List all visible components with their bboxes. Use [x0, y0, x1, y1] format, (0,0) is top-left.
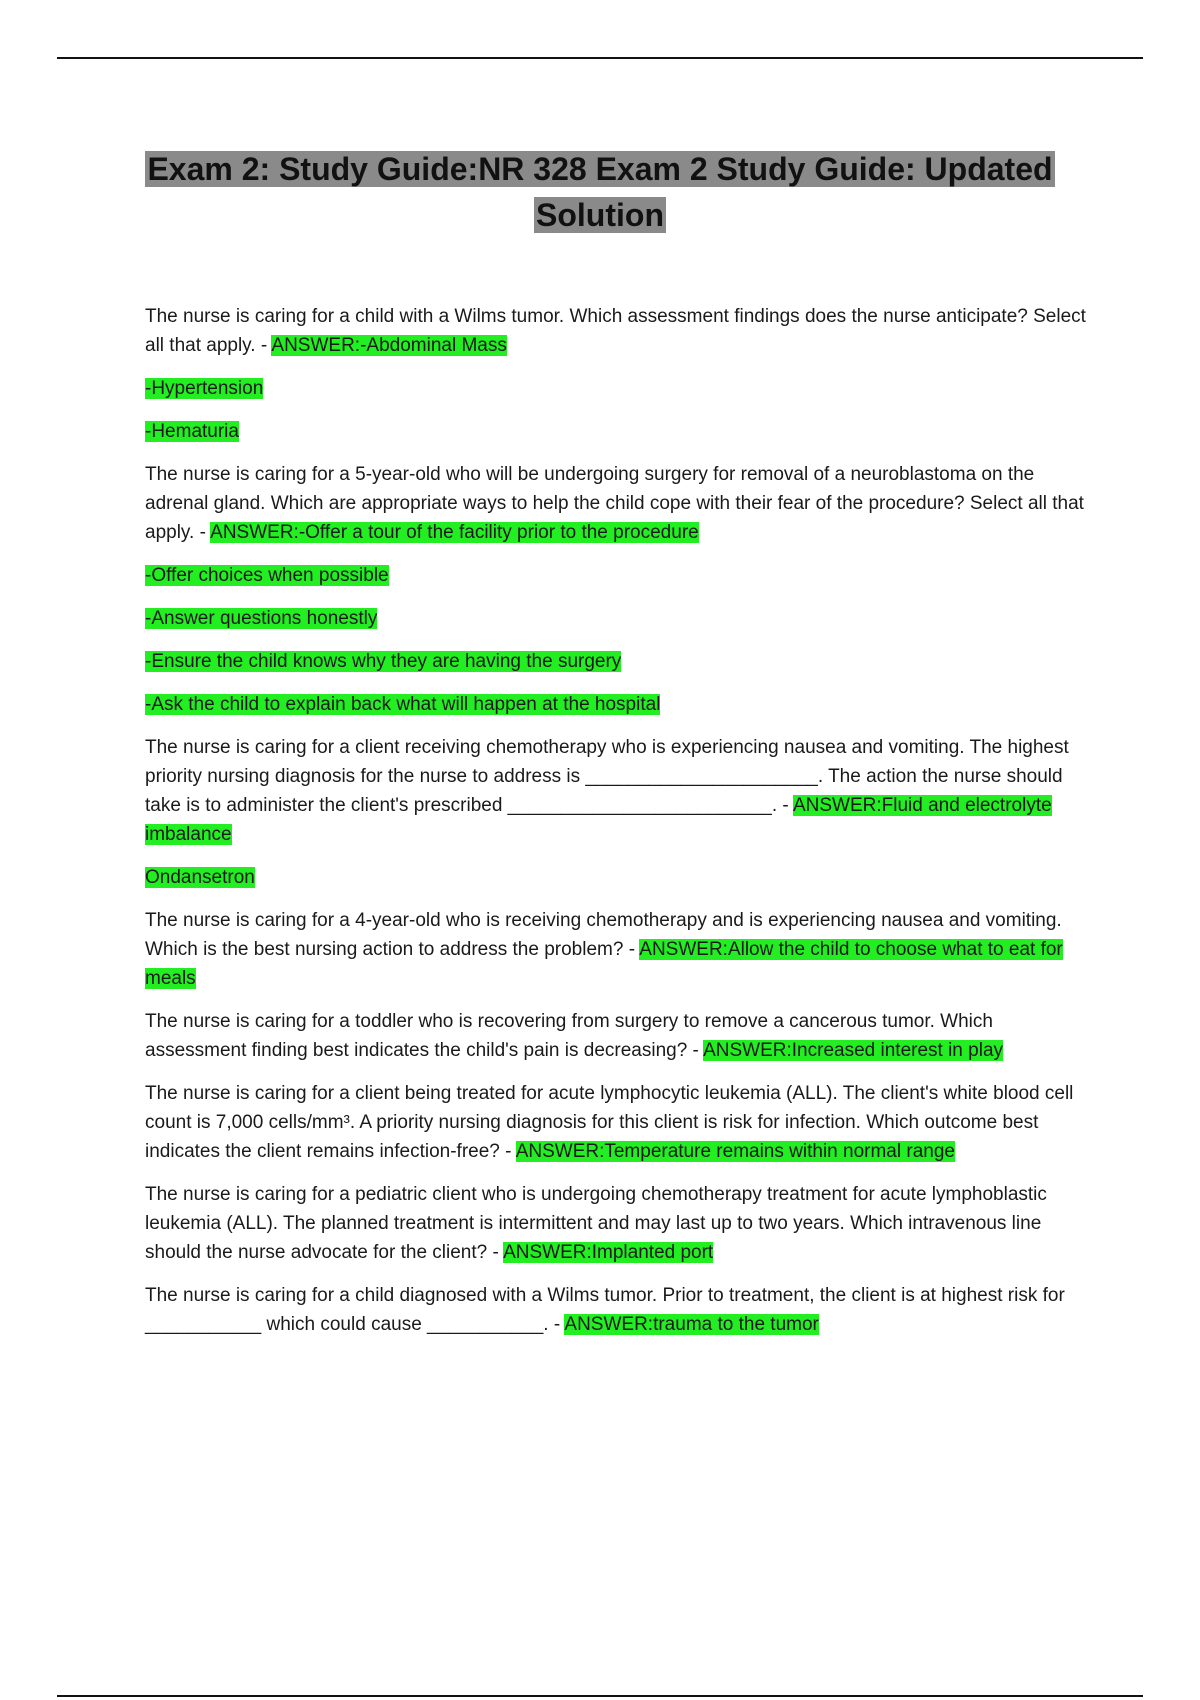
- answer-option: -Answer questions honestly: [145, 608, 378, 629]
- qa-item: [145, 460, 1090, 719]
- title-line-2: Solution: [536, 197, 664, 233]
- answer-highlight: ANSWER:Allow the child to choose what to eat for meals: [145, 939, 1063, 989]
- question-text: The nurse is caring for a toddler who is recovering from surgery to remove a cancerous tumor. Which assessment finding best indicates the child's pain is decreasing? - ANSWER:Increased interest in play: [145, 1011, 1004, 1061]
- answer-highlight: ANSWER:-Abdominal Mass: [271, 335, 507, 356]
- answer-option: -Hypertension: [145, 378, 264, 399]
- answer-option: -Ensure the child knows why they are having the surgery: [145, 651, 622, 672]
- question-text: The nurse is caring for a pediatric client who is undergoing chemotherapy treatment for acute lymphoblastic leukemia (ALL). The planned treatment is intermittent and may last up to two years. Which intravenous line should the nurse advocate for the client? - ANSWER:Implanted port: [145, 1184, 1047, 1263]
- question-text: The nurse is caring for a client being treated for acute lymphocytic leukemia (ALL). The client's white blood cell count is 7,000 cells/mm³. A priority nursing diagnosis for this client is risk for infection. Which outcome best indicates the client remains infection-free? - ANSWER:Temperature remains within normal range: [145, 1083, 1074, 1162]
- qa-item: [145, 1180, 1090, 1267]
- footer-rule: [57, 1695, 1143, 1697]
- question-text: The nurse is caring for a 4-year-old who is receiving chemotherapy and is experiencing nausea and vomiting. Which is the best nursing action to address the problem? - ANSWER:Allow the child to choose what to eat for meals: [145, 910, 1063, 989]
- question-text: The nurse is caring for a client receiving chemotherapy who is experiencing nausea and vomiting. The highest priority nursing diagnosis for the nurse to address is ______________________. The action the nurse should take is to administer the client's prescribed _________________________. - ANSWER:Fluid and electrolyte imbalance: [145, 737, 1069, 845]
- qa-item: [145, 1079, 1090, 1166]
- answer-option: -Ask the child to explain back what will happen at the hospital: [145, 694, 661, 715]
- qa-item: [145, 906, 1090, 993]
- question-text: The nurse is caring for a child with a Wilms tumor. Which assessment findings does the nurse anticipate? Select all that apply. - ANSWER:-Abdominal Mass: [145, 306, 1086, 356]
- answer-option: -Offer choices when possible: [145, 565, 389, 586]
- answer-highlight: ANSWER:Fluid and electrolyte imbalance: [145, 795, 1052, 845]
- header-rule: [57, 57, 1143, 59]
- qa-item: [145, 1281, 1090, 1339]
- answer-option: Ondansetron: [145, 867, 255, 888]
- qa-item: [145, 302, 1090, 446]
- answer-highlight: ANSWER:trauma to the tumor: [564, 1314, 819, 1335]
- study-guide-content: [145, 302, 1090, 1353]
- question-text: The nurse is caring for a 5-year-old who will be undergoing surgery for removal of a neuroblastoma on the adrenal gland. Which are appropriate ways to help the child cope with their fear of the procedure? Select all that apply. - ANSWER:-Offer a tour of the facility prior to the procedure: [145, 464, 1084, 543]
- answer-highlight: ANSWER:Increased interest in play: [703, 1040, 1004, 1061]
- answer-highlight: ANSWER:-Offer a tour of the facility prior to the procedure: [210, 522, 699, 543]
- answer-option: -Hematuria: [145, 421, 239, 442]
- question-text: The nurse is caring for a child diagnosed with a Wilms tumor. Prior to treatment, the client is at highest risk for ___________ which could cause ___________. - ANSWER:trauma to the tumor: [145, 1285, 1065, 1335]
- answer-highlight: ANSWER:Temperature remains within normal range: [515, 1141, 955, 1162]
- qa-item: [145, 733, 1090, 892]
- document-title: [130, 146, 1070, 238]
- title-line-1: Exam 2: Study Guide:NR 328 Exam 2 Study Guide: Updated: [147, 151, 1053, 187]
- answer-highlight: ANSWER:Implanted port: [503, 1242, 714, 1263]
- qa-item: [145, 1007, 1090, 1065]
